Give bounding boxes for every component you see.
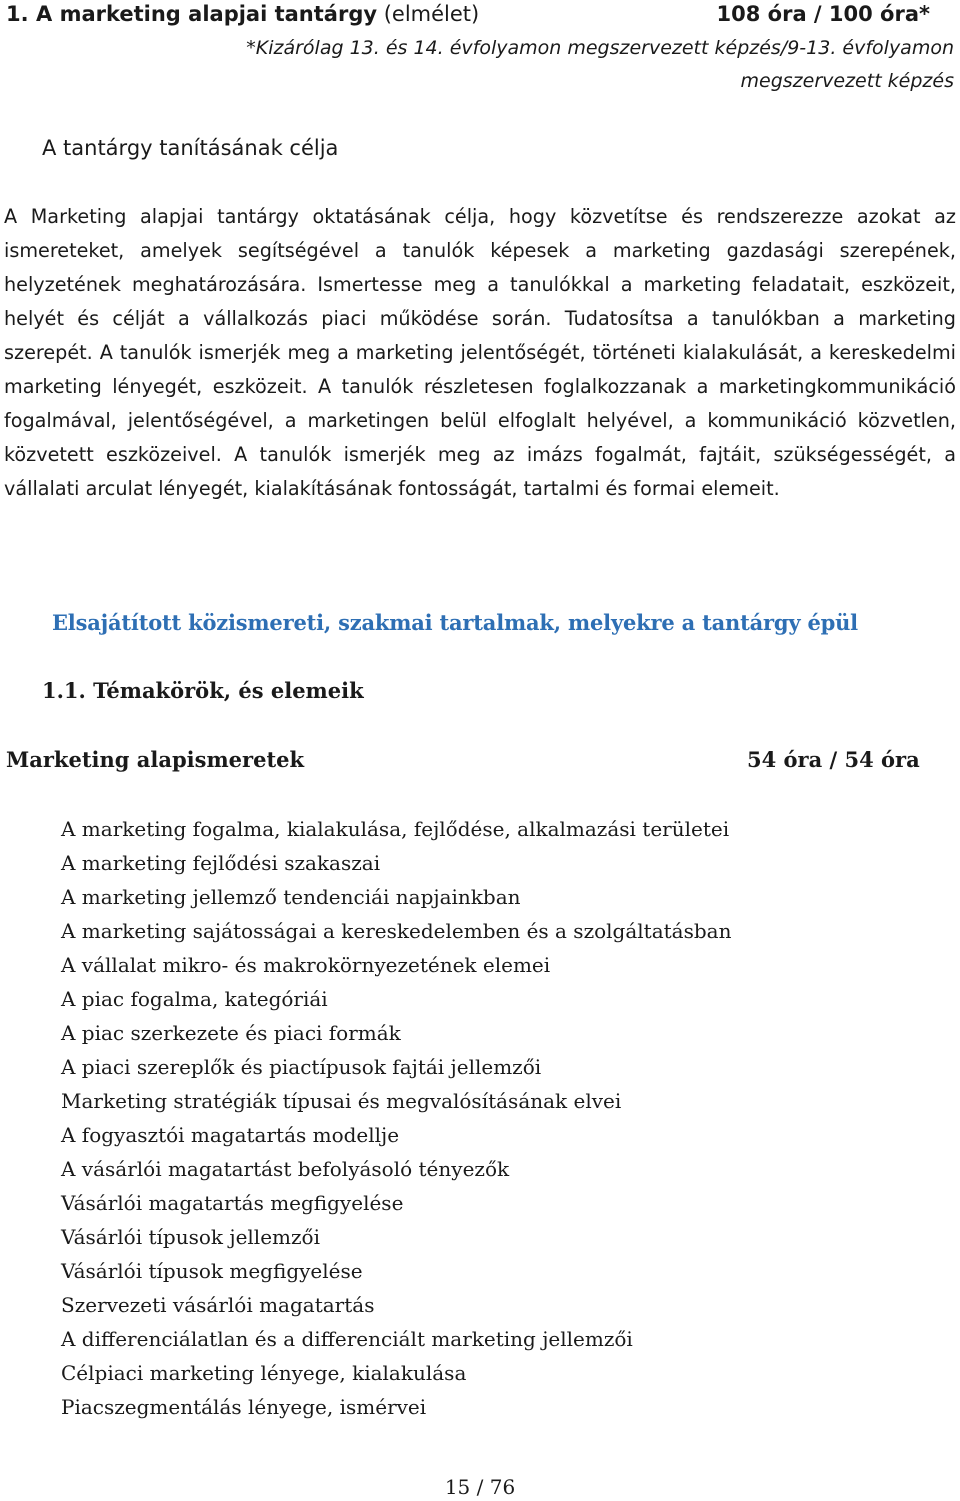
section-title: A tantárgy tanításának célja: [42, 136, 339, 160]
topics-subheading: 1.1. Témakörök, és elemeik: [42, 678, 364, 703]
subject-header: [6, 0, 930, 30]
topic-item: Szervezeti vásárlói magatartás: [61, 1293, 375, 1317]
topic-item: Piacszegmentálás lényege, ismérvei: [61, 1395, 427, 1419]
topic-item: A fogyasztói magatartás modellje: [61, 1123, 400, 1147]
topic-item: Marketing stratégiák típusai és megvalósításának elvei: [61, 1089, 622, 1113]
topic-item: A piac szerkezete és piaci formák: [61, 1021, 401, 1045]
topic-item: A piaci szereplők és piactípusok fajtái jellemzői: [61, 1055, 542, 1079]
prerequisite-heading: Elsajátított közismereti, szakmai tartalmak, melyekre a tantárgy épül: [52, 610, 858, 635]
subject-title: [36, 0, 479, 28]
topic-item: A marketing sajátosságai a kereskedelemben és a szolgáltatásban: [61, 919, 732, 943]
subject-title-suffix: (elmélet): [377, 2, 480, 26]
topic-item: A marketing jellemző tendenciái napjainkban: [61, 885, 521, 909]
subject-number: 1.: [6, 2, 29, 26]
topic-title: Marketing alapismeretek: [6, 747, 305, 772]
topic-item: A differenciálatlan és a differenciált marketing jellemzői: [61, 1327, 633, 1351]
topic-hours: 54 óra / 54 óra: [747, 747, 920, 772]
subject-hours: 108 óra / 100 óra*: [716, 2, 930, 26]
topic-item: Vásárlói típusok jellemzői: [61, 1225, 320, 1249]
topic-item: A piac fogalma, kategóriái: [61, 987, 328, 1011]
topic-item-list: [61, 812, 731, 1424]
topic-item: Vásárlói típusok megfigyelése: [61, 1259, 363, 1283]
goal-paragraph: A Marketing alapjai tantárgy oktatásának célja, hogy közvetítse és rendszerezze azokat az ismereteket, amelyek segítségével a tanulók képesek a marketing gazdasági szerepének, helyzetének meghatározására. Ismertesse meg a tanulókkal a marketing feladatait, eszközeit, helyét és célját a vállalkozás piaci működése során. Tudatosítsa a tanulókban a marketing szerepét. A tanulók ismerjék meg a marketing jelentőségét, történeti kialakulását, a kereskedelmi marketing lényegét, eszközeit. A tanulók részletesen foglalkozzanak a marketingkommunikáció fogalmával, jelentőségével, a marketingen belül elfoglalt helyével, a kommunikáció közvetlen, közvetett eszközeivel. A tanulók ismerjék meg az imázs fogalmát, fajtáit, szükségességét, a vállalati arculat lényegét, kialakításának fontosságát, tartalmi és formai elemeit.: [4, 205, 956, 500]
topic-item: A vásárlói magatartást befolyásoló tényezők: [61, 1157, 510, 1181]
subject-title-bold: A marketing alapjai tantárgy: [36, 2, 378, 26]
topic-item: A marketing fejlődési szakaszai: [61, 851, 381, 875]
page-number: 15 / 76: [444, 1475, 516, 1499]
topic-item: A vállalat mikro- és makrokörnyezetének elemei: [61, 953, 551, 977]
topic-item: Vásárlói magatartás megfigyelése: [61, 1191, 404, 1215]
topic-item: Célpiaci marketing lényege, kialakulása: [61, 1361, 467, 1385]
footnote-note: *Kizárólag 13. és 14. évfolyamon megszervezett képzés/9-13. évfolyamon megszervezett képzés: [246, 37, 954, 92]
topic-item: A marketing fogalma, kialakulása, fejlődése, alkalmazási területei: [61, 817, 730, 841]
